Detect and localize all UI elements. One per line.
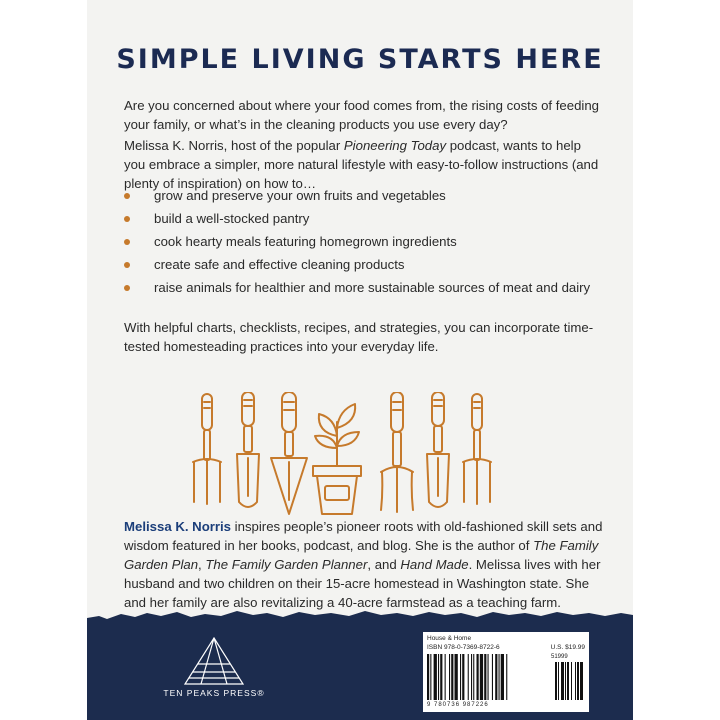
barcode-bar [427, 654, 429, 700]
list-item: build a well-stocked pantry [124, 209, 604, 228]
bullet-dot-icon [124, 239, 130, 245]
addon-bar [555, 662, 557, 700]
book-title: The Family Garden Plan [124, 538, 599, 572]
barcode-digits: 9 780736 987226 [427, 702, 489, 708]
hand-fork-icon [193, 394, 221, 504]
cultivator-icon [381, 392, 413, 512]
barcode-bar [495, 654, 497, 700]
barcode-bar [484, 654, 486, 700]
list-item: raise animals for healthier and more sustainable sources of meat and dairy [124, 278, 604, 297]
barcode-bar [506, 654, 507, 700]
barcode-bar [468, 654, 469, 700]
topic-list [124, 186, 604, 301]
pointed-trowel-icon [271, 392, 307, 514]
barcode-bar [430, 654, 431, 700]
author-name: Melissa K. Norris [124, 519, 232, 534]
barcode-icon [427, 654, 585, 702]
barcode-bar [501, 654, 504, 700]
barcode-bar [477, 654, 479, 700]
addon-bar [577, 662, 579, 700]
category-label: House & Home [427, 635, 472, 642]
list-item: create safe and effective cleaning products [124, 255, 604, 274]
addon-bar [567, 662, 569, 700]
book-title: Hand Made [400, 557, 469, 572]
trowel-icon [237, 392, 259, 507]
addon-bar [558, 662, 559, 700]
bullet-dot-icon [124, 216, 130, 222]
list-item: grow and preserve your own fruits and vegetables [124, 186, 604, 205]
addon-bar [561, 662, 564, 700]
barcode-bar [473, 654, 474, 700]
addon-bar [571, 662, 572, 700]
barcode-bar [438, 654, 439, 700]
host-text-before: Melissa K. Norris, host of the popular [124, 138, 344, 153]
barcode-bar [449, 654, 450, 700]
addon-bar [580, 662, 583, 700]
barcode-bar [488, 654, 489, 700]
host-text-after: podcast, wants to help you embrace a simpler, more natural lifestyle with easy-to-follow instructions (and plenty of inspiration) on how to… [124, 138, 599, 191]
isbn-label: ISBN 978-0-7369-8722-6 [427, 644, 500, 651]
podcast-name: Pioneering Today [343, 138, 447, 153]
publisher-name: TEN PEAKS PRESS® [163, 688, 265, 698]
barcode-label [423, 632, 589, 712]
barcode-bar [445, 654, 446, 700]
seedling-pot-icon [313, 404, 361, 514]
barcode-bar [460, 654, 461, 700]
author-bio: Melissa K. Norris inspires people’s pioneer roots with old-fashioned skill sets and wisdom featured in her books, podcast, and blog. She is the author of The Family Garden Plan, The Family Garden Planner, and Hand Made. Melissa lives with her husband and two children on their 15-acre homestead in Washington state. She and her family are also revitalizing a 40-acre farmstead as a teaching farm. [124, 519, 603, 610]
trowel-icon-2 [427, 392, 449, 507]
bullet-dot-icon [124, 262, 130, 268]
barcode-bar [480, 654, 483, 700]
addon-bar [565, 662, 566, 700]
back-cover [87, 0, 633, 720]
addon-bar [575, 662, 576, 700]
barcode-bar [499, 654, 500, 700]
barcode-bar [440, 654, 442, 700]
host-paragraph [124, 136, 604, 193]
barcode-bar [471, 654, 472, 700]
barcode-bar [462, 654, 464, 700]
price-label: U.S. $19.99 [550, 644, 585, 651]
barcode-bar [455, 654, 458, 700]
bullet-dot-icon [124, 285, 130, 291]
intro-paragraph: Are you concerned about where your food comes from, the rising costs of feeding your family, or what’s in the cleaning products you use every day? [124, 98, 600, 132]
book-title: The Family Garden Planner [205, 557, 368, 572]
cover-title: SIMPLE LIVING STARTS HERE [116, 44, 604, 75]
garden-tools-illustration [187, 392, 547, 516]
barcode-bar [492, 654, 493, 700]
hand-fork-icon-2 [463, 394, 491, 504]
price-addon-code: 51999 [551, 654, 568, 660]
barcode-bar [451, 654, 453, 700]
barcode-bar [434, 654, 437, 700]
closing-paragraph: With helpful charts, checklists, recipes, and strategies, you can incorporate time-tested homesteading practices into your everyday life. [124, 320, 594, 354]
list-item: cook hearty meals featuring homegrown ingredients [124, 232, 604, 251]
bullet-dot-icon [124, 193, 130, 199]
